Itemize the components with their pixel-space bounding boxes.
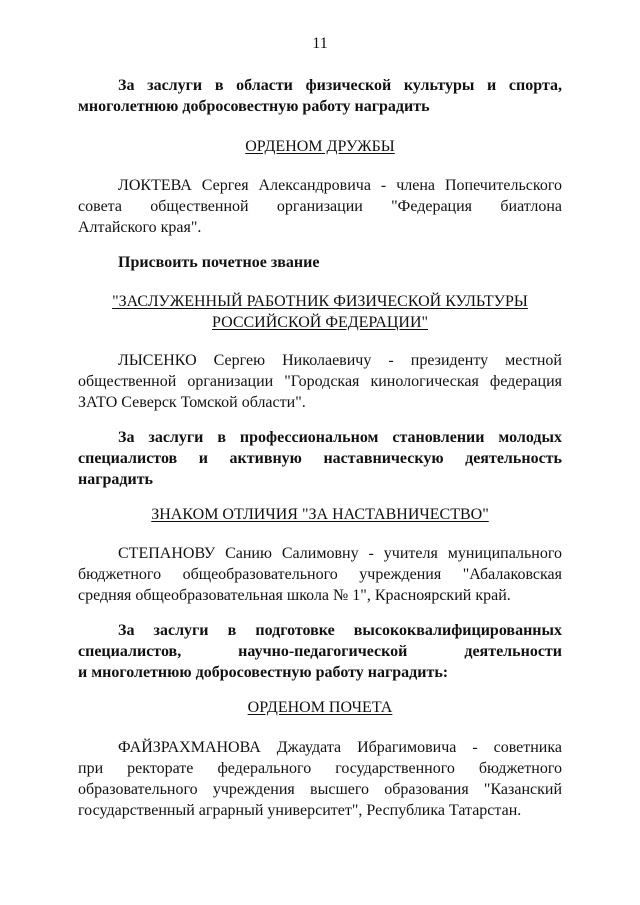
awardee-line: СТЕПАНОВУ Санию Салимовну - учителя муниципального (118, 545, 562, 562)
awardee-1 (78, 175, 562, 238)
awardee-2 (78, 350, 562, 413)
awardee-4 (78, 737, 562, 821)
awardee-line: общественной организации "Городская кинологическая федерация (78, 373, 562, 390)
intro-line: специалистов и активную наставническую деятельность (78, 450, 562, 467)
intro-line: Присвоить почетное звание (118, 254, 320, 271)
intro-line: За заслуги в области физической культуры и спорта, (118, 77, 562, 94)
decree-intro-1 (78, 75, 562, 117)
intro-line: наградить (78, 471, 154, 488)
award-title-line: "ЗАСЛУЖЕННЫЙ РАБОТНИК ФИЗИЧЕСКОЙ КУЛЬТУРЫ (112, 293, 528, 310)
awardee-line: средняя общеобразовательная школа № 1", Красноярский край. (78, 587, 511, 604)
award-title-2 (78, 291, 562, 333)
awardee-line: образовательного учреждения высшего образования "Казанский (78, 781, 562, 798)
award-title-3: ЗНАКОМ ОТЛИЧИЯ "ЗА НАСТАВНИЧЕСТВО" (151, 506, 489, 523)
awardee-line: ФАЙЗРАХМАНОВА Джаудата Ибрагимовича - советника (118, 739, 562, 756)
awardee-line: бюджетного общеобразовательного учреждения "Абалаковская (78, 566, 562, 583)
awardee-line: ЗАТО Северск Томской области". (78, 394, 306, 411)
awardee-line: государственный аграрный университет", Республика Татарстан. (78, 802, 522, 819)
award-title-line: РОССИЙСКОЙ ФЕДЕРАЦИИ" (211, 314, 429, 331)
award-title-4: ОРДЕНОМ ПОЧЕТА (247, 699, 393, 716)
award-title-1: ОРДЕНОМ ДРУЖБЫ (245, 138, 395, 155)
awardee-3 (78, 543, 562, 606)
awardee-line: ЛОКТЕВА Сергея Александровича - члена Попечительского (118, 177, 562, 194)
decree-intro-4 (78, 620, 562, 683)
intro-line: и многолетнюю добросовестную работу наградить: (78, 664, 449, 681)
intro-line: многолетнюю добросовестную работу наградить (78, 98, 430, 115)
decree-intro-3 (78, 427, 562, 490)
awardee-line: ЛЫСЕНКО Сергею Николаевичу - президенту местной (118, 352, 562, 369)
awardee-line: Алтайского края". (78, 219, 202, 236)
intro-line: специалистов, научно-педагогической деятельности (78, 643, 562, 660)
decree-intro-2 (78, 252, 562, 273)
awardee-line: совета общественной организации "Федерация биатлона (78, 198, 562, 215)
intro-line: За заслуги в подготовке высококвалифицированных (118, 622, 562, 639)
intro-line: За заслуги в профессиональном становлении молодых (118, 429, 562, 446)
awardee-line: при ректорате федерального государственного бюджетного (78, 760, 562, 777)
page-number: 11 (312, 35, 328, 52)
